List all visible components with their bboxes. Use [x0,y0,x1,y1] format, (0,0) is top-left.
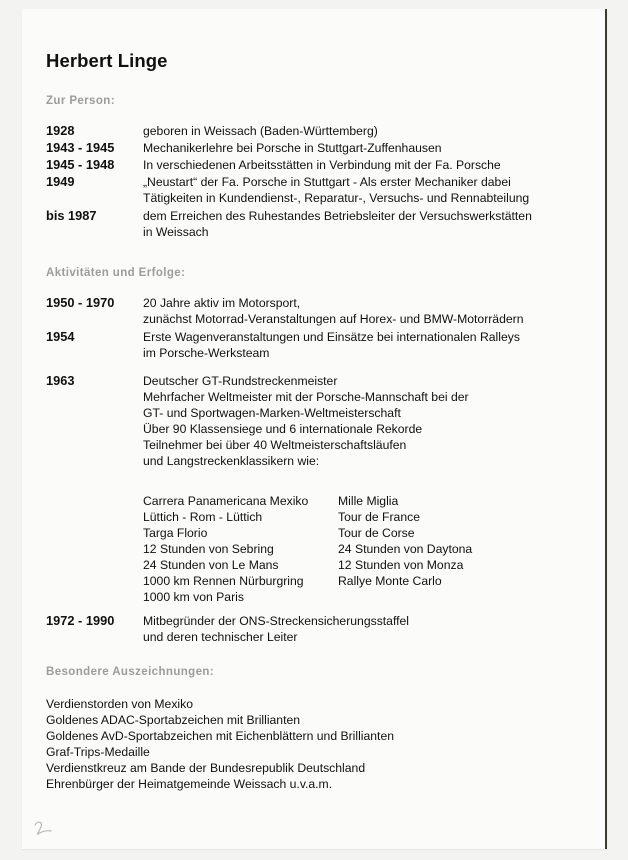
race-list-left [143,493,308,605]
entry-line: 20 Jahre aktiv im Motorsport, [143,296,301,310]
race-item: Tour de France [338,510,420,524]
race-item: 1000 km von Paris [143,590,244,604]
entry-line: Mehrfacher Weltmeister mit der Porsche-Mannschaft bei der [143,390,469,404]
page-title: Herbert Linge [46,50,168,71]
race-list-right [338,493,472,589]
entry-years: 1945 - 1948 [46,157,115,172]
race-item: 24 Stunden von Daytona [338,542,473,556]
entry-years: 1963 [46,373,75,388]
race-item: 24 Stunden von Le Mans [143,558,279,572]
section-heading-awards: Besondere Auszeichnungen: [46,666,215,678]
entry-line: Über 90 Klassensiege und 6 internationale Rekorde [143,422,423,436]
race-item: Mille Miglia [338,494,399,508]
race-item: 12 Stunden von Monza [338,558,464,572]
entry-line: Erste Wagenveranstaltungen und Einsätze bei internationalen Ralleys [143,330,520,344]
section-heading-activities: Aktivitäten und Erfolge: [46,267,186,279]
entry-line: Deutscher GT-Rundstreckenmeister [143,374,338,388]
section-heading-person: Zur Person: [46,95,115,107]
entry-line: Mitbegründer der ONS-Streckensicherungsstaffel [143,614,409,628]
award-item: Verdienstorden von Mexiko [46,697,194,711]
entry-years: 1972 - 1990 [46,613,115,628]
entry-line: im Porsche-Werksteam [143,346,270,360]
race-item: 12 Stunden von Sebring [143,542,274,556]
race-item: 1000 km Rennen Nürburgring [143,574,304,588]
entry-line: und deren technischer Leiter [143,630,298,644]
entry-line: und Langstreckenklassikern wie: [143,454,320,468]
entry-line: GT- und Sportwagen-Marken-Weltmeisterschaft [143,406,401,420]
entry-years: 1954 [46,329,75,344]
award-item: Goldenes ADAC-Sportabzeichen mit Brillianten [46,713,301,727]
entry-line: Mechanikerlehre bei Porsche in Stuttgart-Zuffenhausen [143,141,442,155]
entry-years: bis 1987 [46,208,97,223]
entry-line: In verschiedenen Arbeitsstätten in Verbindung mit der Fa. Porsche [143,158,501,172]
awards-list [46,696,394,792]
entry-line: dem Erreichen des Ruhestandes Betriebsleiter der Versuchswerkstätten [143,209,532,223]
entry-years: 1928 [46,123,75,138]
entry-line: „Neustart“ der Fa. Porsche in Stuttgart - Als erster Mechaniker dabei [143,175,511,189]
entry-line: geboren in Weissach (Baden-Württemberg) [143,124,378,138]
entry-years: 1943 - 1945 [46,140,115,155]
race-item: Targa Florio [143,526,208,540]
award-item: Verdienstkreuz am Bande der Bundesrepublik Deutschland [46,761,366,775]
entry-line: zunächst Motorrad-Veranstaltungen auf Horex- und BMW-Motorrädern [143,312,524,326]
document-card [22,9,607,849]
entry-years: 1949 [46,174,75,189]
award-item: Ehrenbürger der Heimatgemeinde Weissach u.v.a.m. [46,777,333,791]
race-item: Carrera Panamericana Mexiko [143,494,309,508]
entry-years: 1950 - 1970 [46,295,115,310]
race-item: Lüttich - Rom - Lüttich [143,510,263,524]
handwritten-mark [32,819,56,837]
race-item: Rallye Monte Carlo [338,574,442,588]
award-item: Goldenes AvD-Sportabzeichen mit Eichenblättern und Brillianten [46,729,394,743]
entry-line: in Weissach [143,225,209,239]
race-item: Tour de Corse [338,526,415,540]
entry-line: Tätigkeiten in Kundendienst-, Reparatur-, Versuchs- und Rennabteilung [143,191,530,205]
award-item: Graf-Trips-Medaille [46,745,150,759]
entry-line: Teilnehmer bei über 40 Weltmeisterschaftsläufen [143,438,407,452]
